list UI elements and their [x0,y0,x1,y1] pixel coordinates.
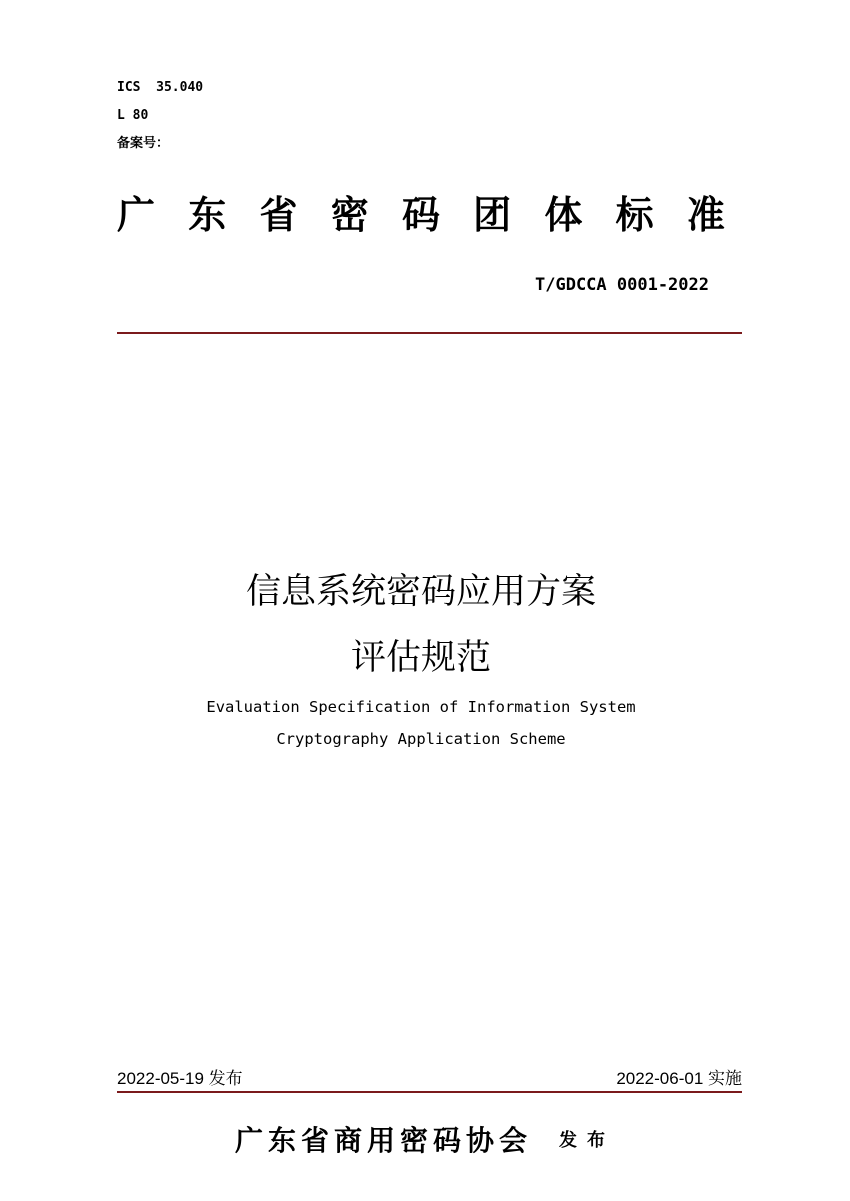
standard-type-char: 省 [259,193,298,237]
issue-date: 2022-05-19 发布 [117,1069,243,1088]
record-number-label: 备案号： [117,136,170,151]
bottom-divider [117,1091,742,1093]
standard-type-char: 标 [615,193,654,237]
standard-code: T/GDCCA 0001-2022 [535,275,709,295]
standard-type-char: 广 [117,193,156,237]
implementation-date: 2022-06-01 实施 [616,1069,742,1088]
standard-type-char: 密 [330,193,369,237]
standard-type-char: 体 [544,193,583,237]
publisher-organization: 广东省商用密码协会 [234,1124,532,1157]
title-en-line-1: Evaluation Specification of Information System [206,698,636,716]
standard-type-char: 东 [188,193,227,237]
standard-type-heading [117,190,725,240]
title-en-line-2: Cryptography Application Scheme [276,730,566,748]
classification-code: L 80 [117,108,149,123]
top-divider [117,332,742,334]
standard-type-char: 码 [401,193,440,237]
publish-action-label: 发布 [559,1130,616,1151]
title-cn-line-1: 信息系统密码应用方案 [245,572,596,612]
publisher-line [0,1123,850,1159]
ics-code: ICS 35.040 [117,80,204,95]
title-cn-line-2: 评估规范 [350,638,491,678]
standard-type-char: 团 [473,193,512,237]
standard-type-char: 准 [686,193,725,237]
